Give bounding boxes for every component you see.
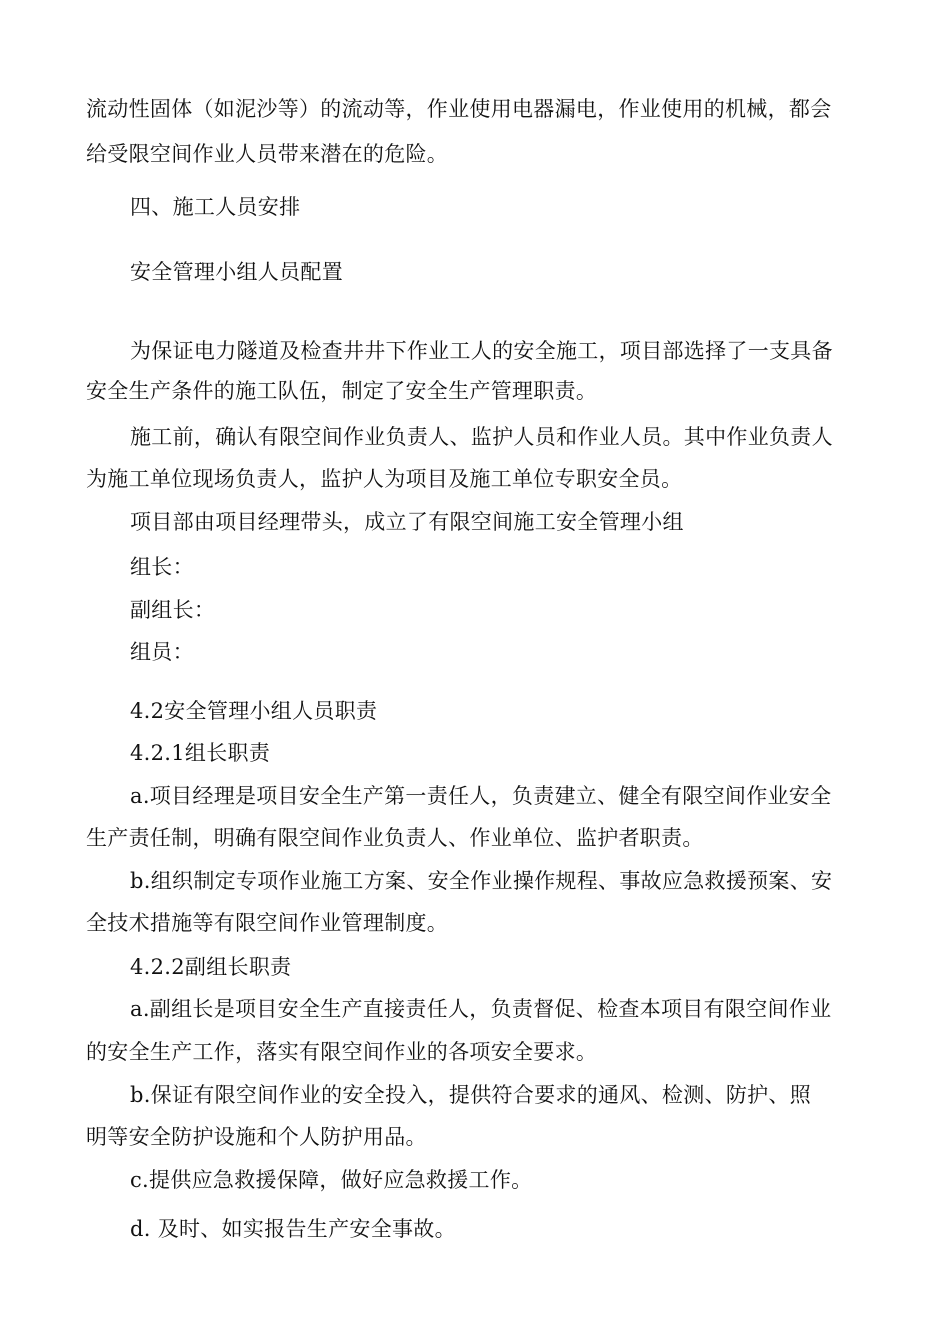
- subsection-heading: 4.2.2副组长职责: [130, 955, 292, 979]
- text-line: 项目部由项目经理带头，成立了有限空间施工安全管理小组: [130, 510, 684, 534]
- subsection-heading: 安全管理小组人员配置: [130, 260, 343, 284]
- deputy-leader-label: 副组长：: [130, 598, 216, 622]
- section-heading: 四、施工人员安排: [130, 195, 301, 219]
- subsection-heading: 4.2.1组长职责: [130, 741, 271, 765]
- text-line: c.提供应急救援保障，做好应急救援工作。: [130, 1168, 533, 1192]
- text-line: b.保证有限空间作业的安全投入，提供符合要求的通风、检测、防护、照: [130, 1083, 812, 1107]
- text-line: a.项目经理是项目安全生产第一责任人，负责建立、健全有限空间作业安全: [130, 784, 832, 808]
- subsection-heading: 4.2安全管理小组人员职责: [130, 699, 378, 723]
- text-line: b.组织制定专项作业施工方案、安全作业操作规程、事故应急救援预案、安: [130, 869, 833, 893]
- text-line: a.副组长是项目安全生产直接责任人，负责督促、检查本项目有限空间作业: [130, 997, 832, 1021]
- text-line: 生产责任制，明确有限空间作业负责人、作业单位、监护者职责。: [86, 826, 704, 850]
- text-line: 施工前，确认有限空间作业负责人、监护人员和作业人员。其中作业负责人: [130, 425, 833, 449]
- text-line: 全技术措施等有限空间作业管理制度。: [86, 911, 449, 935]
- text-line: 为保证电力隧道及检查井井下作业工人的安全施工，项目部选择了一支具备: [130, 339, 833, 363]
- text-line: 的安全生产工作，落实有限空间作业的各项安全要求。: [86, 1040, 598, 1064]
- team-members-label: 组员：: [130, 640, 194, 664]
- team-leader-label: 组长：: [130, 555, 194, 579]
- text-line: 流动性固体（如泥沙等）的流动等，作业使用电器漏电，作业使用的机械，都会: [86, 97, 832, 121]
- text-line: 为施工单位现场负责人，监护人为项目及施工单位专职安全员。: [86, 467, 683, 491]
- text-line: 明等安全防护设施和个人防护用品。: [86, 1125, 427, 1149]
- text-line: d. 及时、如实报告生产安全事故。: [130, 1217, 456, 1241]
- text-line: 给受限空间作业人员带来潜在的危险。: [86, 142, 449, 166]
- text-line: 安全生产条件的施工队伍，制定了安全生产管理职责。: [86, 379, 598, 403]
